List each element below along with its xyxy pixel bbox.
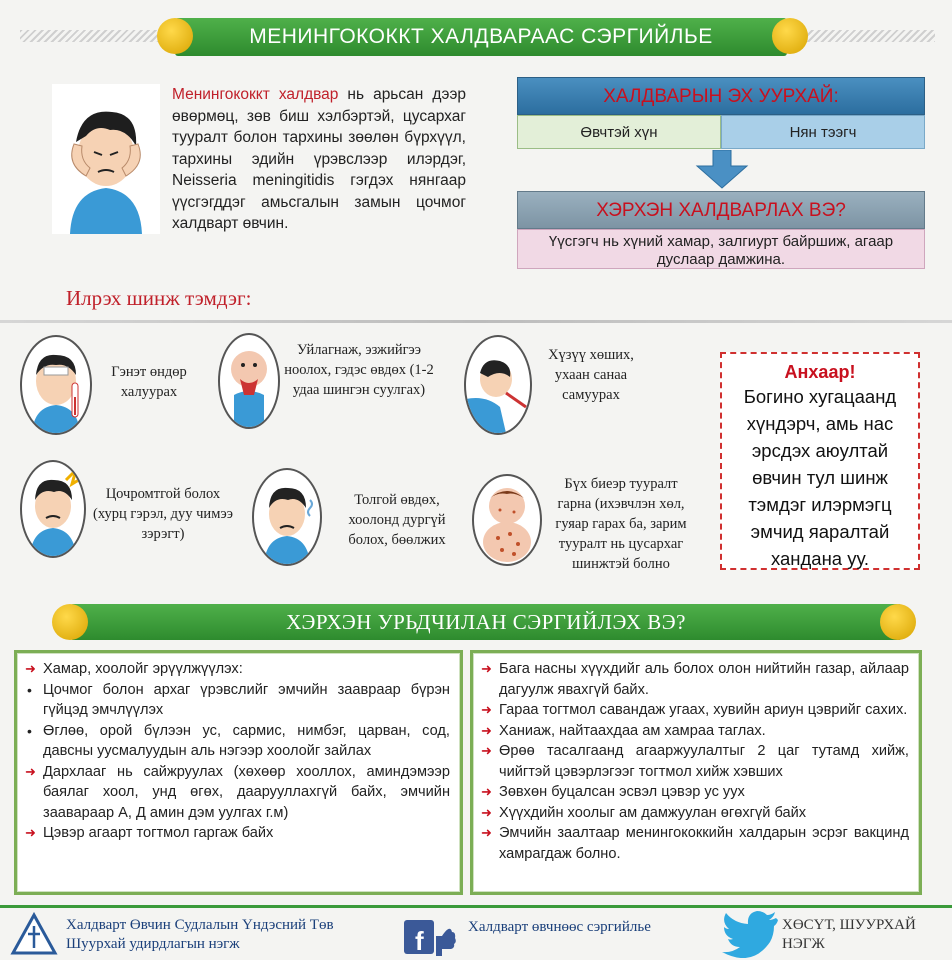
stiff-neck-icon (464, 335, 532, 435)
list-item-text: Өглөө, орой бүлээн ус, сармис, нимбэг, царван, сод, давсны уусмалуудын аль нэгээр хоолойг зайлах (43, 722, 450, 759)
list-item-text: Зөвхөн буцалсан эсвэл цэвэр ус уух (499, 784, 745, 800)
arrow-icon: ➜ (25, 763, 36, 779)
source-title: ХАЛДВАРЫН ЭХ УУРХАЙ: (517, 77, 925, 115)
arrow-icon: ➜ (481, 825, 492, 840)
list-item-text: Цэвэр агаарт тогтмол гаргаж байх (43, 825, 274, 841)
headache-boy-illustration (52, 84, 160, 234)
vomit-icon (218, 333, 280, 429)
list-item-text: Эмчийн заалтаар менингококкийн халдарын эсрэг вакцинд хамрагдаж болно. (499, 825, 909, 862)
arrow-icon: ➜ (481, 661, 492, 676)
transmission-text: Үүсгэгч нь хүний хамар, залгиурт байршиж, агаар дуслаар дамжина. (517, 229, 925, 269)
list-item-text: Хүүхдийн хоолыг ам дамжуулан өгөхгүй байх (499, 804, 807, 821)
list-item (23, 659, 450, 680)
symptom-rash-text: Бүх биеэр тууралт гарна (ихэвчлэн хөл, гуяар гарах ба, зарим тууралт нь цусархаг шинжтэй болно (555, 476, 687, 572)
svg-text:f: f (415, 926, 424, 956)
org-line2: Шуурхай удирдлагын нэгж (66, 936, 240, 952)
list-item (479, 659, 909, 700)
hatch-right (790, 30, 935, 42)
hatch-left (20, 30, 170, 42)
title-dot-left-icon (157, 18, 193, 54)
warning-text: Богино хугацаанд хүндэрч, амь нас эрсдэх аюултай өвчин тул шинж тэмдэг илэрмэгц эмчид яаралтай хандана уу. (743, 386, 897, 569)
org-name (66, 916, 396, 954)
list-item-text: Гараа тогтмол савандаж угаах, хувийн ариун цэврийг сахих. (499, 702, 908, 718)
page-title: МЕНИНГОКОККТ ХАЛДВАРААС СЭРГИЙЛЬЕ (175, 18, 787, 56)
org-logo-icon (10, 912, 58, 956)
facebook-page-link[interactable]: Халдварт өвчнөөс сэргийлье (468, 919, 651, 935)
arrow-icon: ➜ (25, 661, 36, 676)
footer-divider (0, 905, 952, 908)
org-line1: Халдварт Өвчин Судлалын Үндэсний Төв (66, 917, 334, 933)
twitter-icon[interactable] (722, 910, 778, 958)
source-patient: Өвчтэй хүн (517, 115, 721, 149)
arrow-icon: ➜ (481, 722, 492, 738)
arrow-icon: ➜ (481, 784, 492, 799)
twitter-account[interactable] (782, 916, 947, 954)
list-item (479, 700, 909, 721)
prevention-dot-right-icon (880, 604, 916, 640)
symptoms-title: Илрэх шинж тэмдэг: (66, 286, 252, 310)
arrow-icon: ➜ (481, 743, 492, 758)
warning-title: Анхаар! (784, 362, 856, 382)
symptoms-divider (0, 320, 952, 323)
twitter-line1: ХӨСҮТ, ШУУРХАЙ (782, 917, 916, 933)
list-item-text: Бага насны хүүхдийг аль болох олон нийтийн газар, айлаар дагуулж явахгүй байх. (499, 661, 909, 698)
arrow-icon: ➜ (481, 804, 492, 820)
warning-box (720, 352, 920, 570)
prevention-right-list (479, 659, 909, 864)
list-item-text: Хамар, хоолойг эрүүлжүүлэх: (43, 661, 243, 677)
arrow-icon: ➜ (481, 702, 492, 717)
list-item (479, 721, 909, 742)
irritable-icon (20, 460, 86, 558)
list-item (479, 741, 909, 782)
intro-body: нь арьсан дээр өвөрмөц, зөв биш хэлбэртэй, цусархаг тууралт болон тархины зөөлөн бүрхүүл, тархины эдийн үрэвслээр илэрдэг, Neisseria meningitidis гэгдэх нянгаар үүсгэгддэг амьсгалын замын цочмог халдварт өвчин. (172, 86, 466, 232)
list-item-text: Өрөө тасалгаанд агааржуулалтыг 2 цаг тутамд хийж, чийгтэй цэвэрлэгээг тогтмол хийж хэвших (499, 743, 909, 780)
arrow-icon: ➜ (25, 825, 36, 840)
fever-icon (20, 335, 92, 435)
symptom-irritable-text: Цочромтгой болох (хурц гэрэл, дуу чимээ зэрэгт) (93, 486, 233, 542)
list-item (479, 803, 909, 824)
title-dot-right-icon (772, 18, 808, 54)
twitter-line2: НЭГЖ (782, 936, 825, 952)
rash-icon (472, 474, 542, 566)
prevention-left-panel (14, 650, 463, 895)
symptom-vomit-text: Уйлагнаж, эзжийгээ ноолох, гэдэс өвдөх (1-2 удаа шингэн суулгах) (284, 342, 434, 398)
prevention-title: ХЭРХЭН УРЬДЧИЛАН СЭРГИЙЛЭХ ВЭ? (70, 604, 902, 640)
intro-text (172, 84, 466, 235)
prevention-left-list (23, 659, 450, 844)
list-item (23, 823, 450, 844)
bullet-icon: • (27, 681, 32, 698)
list-item (479, 823, 909, 864)
transmission-title: ХЭРХЭН ХАЛДВАРЛАХ ВЭ? (517, 191, 925, 229)
source-carrier: Нян тээгч (721, 115, 925, 149)
symptom-headache-text: Толгой өвдөх, хоолонд дургүй болох, бөөлжих (348, 492, 446, 548)
headache-icon (252, 468, 322, 566)
list-item-text: Ханиаж, найтаахдаа ам хамраа таглах. (499, 722, 766, 739)
prevention-right-panel (470, 650, 922, 895)
list-item (479, 782, 909, 803)
prevention-dot-left-icon (52, 604, 88, 640)
down-arrow-icon (693, 150, 751, 190)
intro-highlight: Менингококкт халдвар (172, 86, 339, 103)
bullet-icon: • (27, 722, 32, 739)
symptom-stiff-neck-text: Хүзүү хөших, ухаан санаа самуурах (548, 347, 634, 403)
list-item (23, 680, 450, 721)
list-item (23, 721, 450, 762)
list-item-text: Дархлааг нь сайжруулах (хөхөөр хооллох, аминдэмээр баялаг хоол, унд өгөх, даарууллахгүй байх, эмчийн заавараар А, Д амин дэм уулгах г.м) (43, 763, 450, 821)
list-item (23, 762, 450, 824)
facebook-icon[interactable] (404, 914, 456, 958)
list-item-text: Цочмог болон архаг үрэвслийг эмчийн заавраар бүрэн гүйцэд эмчлүүлэх (43, 681, 450, 718)
symptom-fever-text: Гэнэт өндөр халуурах (111, 364, 187, 400)
